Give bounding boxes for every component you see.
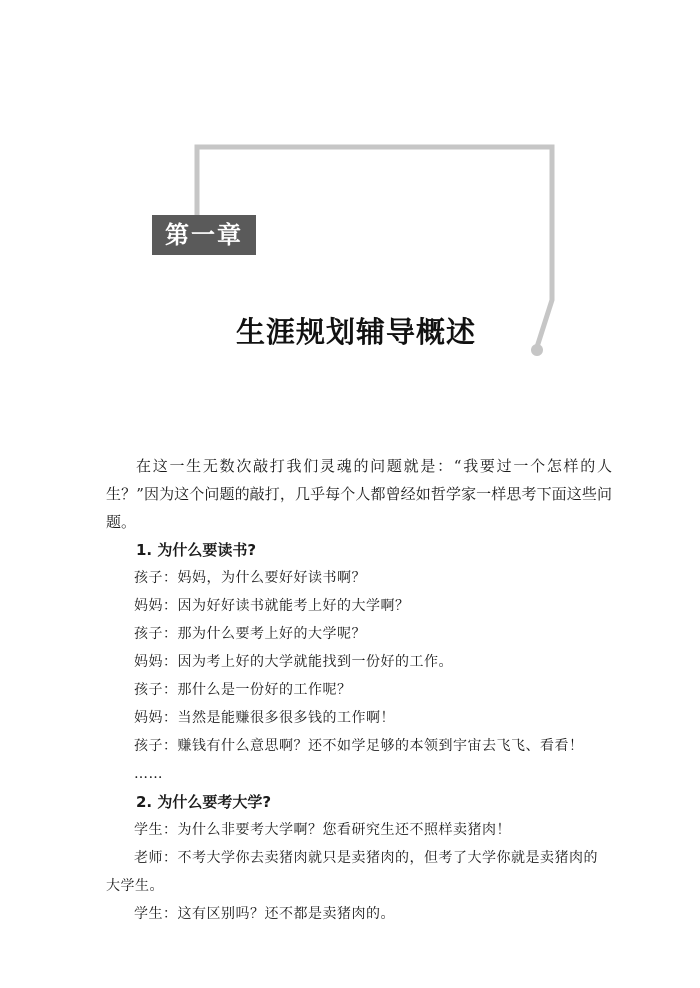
chapter-title: 生涯规划辅导概述 [236,315,477,349]
section-heading-1: 1. 为什么要读书? [136,541,257,559]
dialogue-line: 学生：这有区别吗？还不都是卖猪肉的。 [134,906,395,922]
ellipsis-line: …… [134,766,163,782]
dialogue-line: 孩子：赚钱有什么意思啊？还不如学足够的本领到宇宙去飞飞、看看！ [134,738,584,754]
dialogue-line: 孩子：妈妈，为什么要好好读书啊？ [134,570,366,586]
section-heading-2: 2. 为什么要考大学? [136,793,272,811]
dialogue-line: 学生：为什么非要考大学啊？您看研究生还不照样卖猪肉！ [134,822,511,838]
frame-end-dot [531,344,543,356]
dialogue-line: 妈妈：当然是能赚很多很多钱的工作啊！ [134,710,395,726]
dialogue-line: 孩子：那什么是一份好的工作呢？ [134,682,352,698]
dialogue-line: 妈妈：因为好好读书就能考上好的大学啊？ [134,598,410,614]
intro-paragraph: 在这一生无数次敲打我们灵魂的问题就是：“我要过一个怎样的人生？”因为这个问题的敲打，几乎每个人都曾经如哲学家一样思考下面这些问题。 [106,457,612,531]
chapter-label: 第一章 [152,215,256,255]
dialogue-line: 孩子：那为什么要考上好的大学呢？ [134,626,366,642]
dialogue-line: 妈妈：因为考上好的大学就能找到一份好的工作。 [134,654,453,670]
dialogue-line: 老师：不考大学你去卖猪肉就只是卖猪肉的，但考了大学你就是卖猪肉的大学生。 [106,850,598,894]
body-text [106,452,612,928]
